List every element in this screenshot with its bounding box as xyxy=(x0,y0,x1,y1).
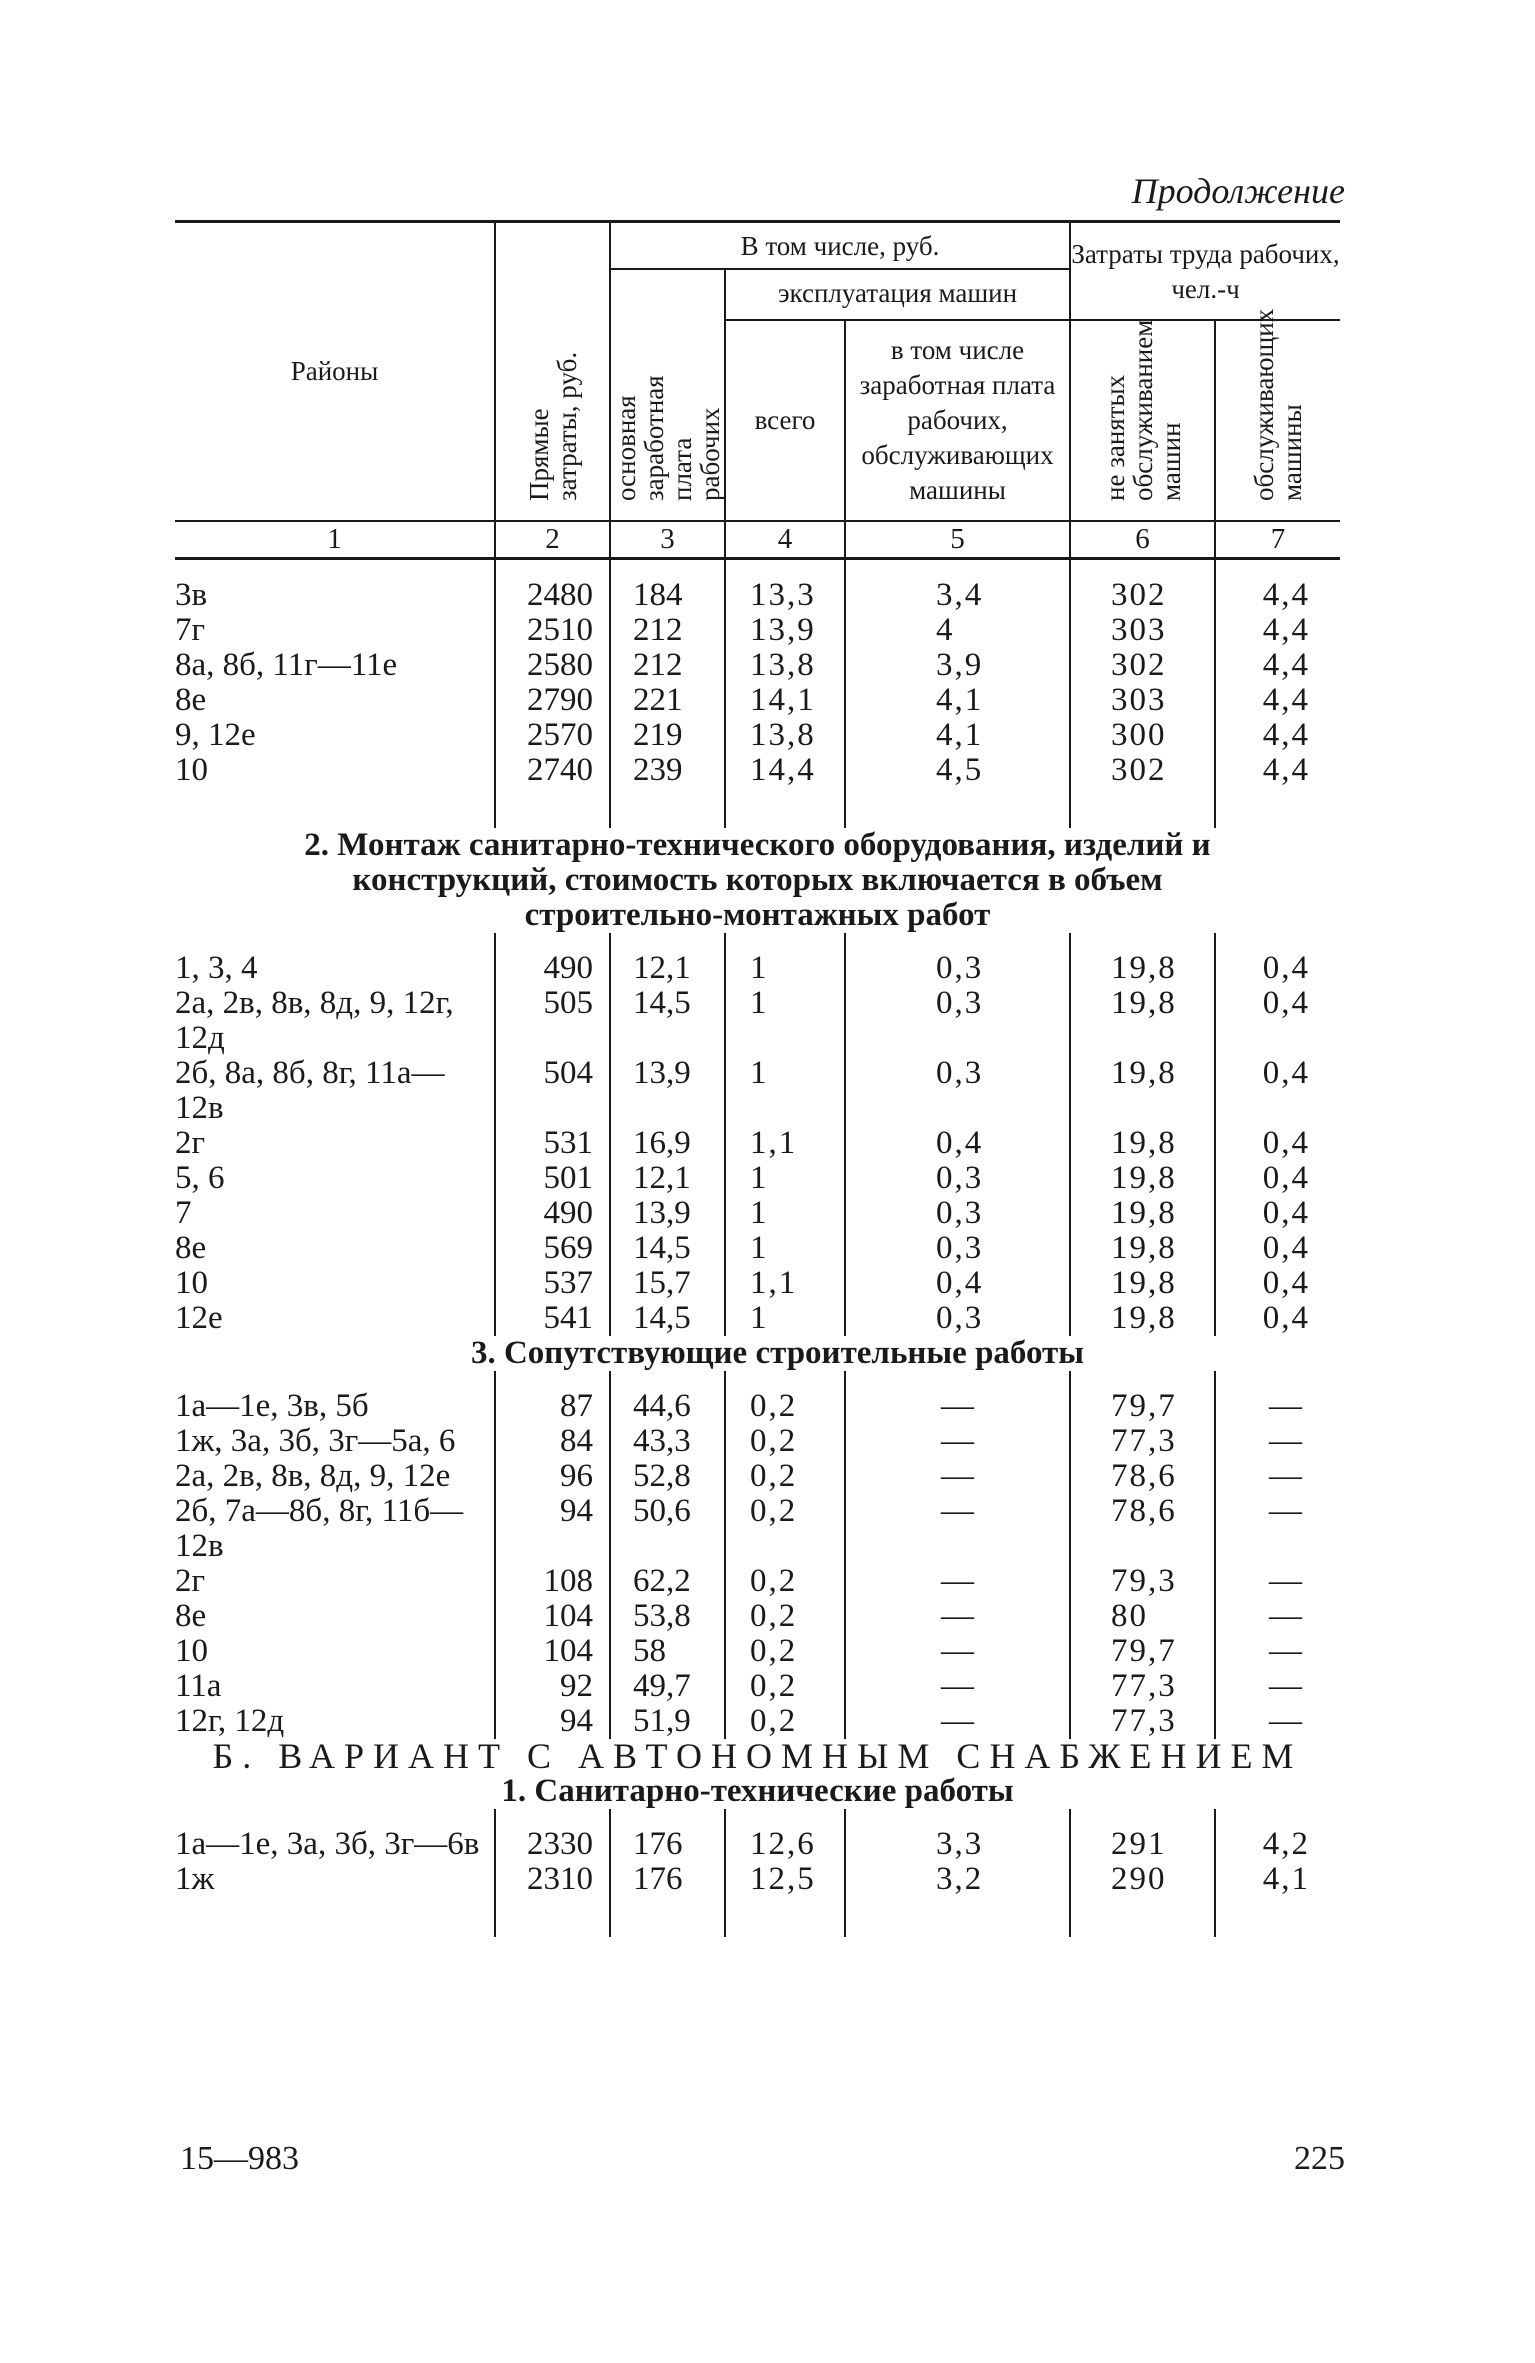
direct-costs-cell: 104 xyxy=(495,1634,610,1669)
table-row xyxy=(175,613,1340,648)
group-1-rows xyxy=(175,559,1340,789)
table-row xyxy=(175,1424,1340,1459)
region-cell: 2б, 8а, 8б, 8г, 11а—12в xyxy=(175,1055,445,1126)
machine-total-cell: 0,2 xyxy=(725,1459,845,1494)
machine-wage-cell: 0,4 xyxy=(845,1266,1070,1301)
header-basic-wage: основная заработная плата рабочих xyxy=(610,269,725,521)
basic-wage-cell: 43,3 xyxy=(610,1424,725,1459)
table-row xyxy=(175,951,1340,986)
region-cell: 5, 6 xyxy=(175,1160,225,1196)
direct-costs-cell: 490 xyxy=(495,1196,610,1231)
machine-total-cell: 0,2 xyxy=(725,1704,845,1739)
machine-wage-cell: 0,3 xyxy=(845,1301,1070,1336)
table-row xyxy=(175,1564,1340,1599)
table-row xyxy=(175,578,1340,613)
basic-wage-cell: 219 xyxy=(610,718,725,753)
direct-costs-cell: 2580 xyxy=(495,648,610,683)
basic-wage-cell: 212 xyxy=(610,613,725,648)
labor-servicing-cell: — xyxy=(1215,1424,1340,1459)
header-total: всего xyxy=(725,320,845,521)
labor-not-servicing-cell: 77,3 xyxy=(1070,1704,1215,1739)
labor-not-servicing-cell: 303 xyxy=(1070,683,1215,718)
col-number: 3 xyxy=(610,521,725,559)
table-row xyxy=(175,1669,1340,1704)
machine-wage-cell: — xyxy=(845,1634,1070,1669)
table-row xyxy=(175,753,1340,788)
cost-table xyxy=(175,220,1340,1937)
labor-not-servicing-cell: 77,3 xyxy=(1070,1424,1215,1459)
basic-wage-cell: 62,2 xyxy=(610,1564,725,1599)
table-row xyxy=(175,1266,1340,1301)
labor-not-servicing-cell: 302 xyxy=(1070,753,1215,788)
basic-wage-cell: 12,1 xyxy=(610,951,725,986)
region-cell: 1, 3, 4 xyxy=(175,950,258,986)
machine-wage-cell: — xyxy=(845,1389,1070,1424)
region-cell: 12г, 12д xyxy=(175,1703,285,1739)
basic-wage-cell: 212 xyxy=(610,648,725,683)
machine-wage-cell: 3,3 xyxy=(845,1827,1070,1862)
machine-total-cell: 13,3 xyxy=(725,578,845,613)
labor-not-servicing-cell: 291 xyxy=(1070,1827,1215,1862)
group-2-rows xyxy=(175,951,1340,1336)
machine-wage-cell: — xyxy=(845,1704,1070,1739)
labor-servicing-cell: — xyxy=(1215,1634,1340,1669)
basic-wage-cell: 52,8 xyxy=(610,1459,725,1494)
machine-total-cell: 0,2 xyxy=(725,1599,845,1634)
machine-wage-cell: — xyxy=(845,1599,1070,1634)
labor-servicing-cell: 4,2 xyxy=(1215,1827,1340,1862)
direct-costs-cell: 2310 xyxy=(495,1862,610,1897)
direct-costs-cell: 2510 xyxy=(495,613,610,648)
machine-wage-cell: 3,4 xyxy=(845,578,1070,613)
col-number: 5 xyxy=(845,521,1070,559)
direct-costs-cell: 531 xyxy=(495,1126,610,1161)
labor-servicing-cell: 4,4 xyxy=(1215,648,1340,683)
basic-wage-cell: 12,1 xyxy=(610,1161,725,1196)
machine-total-cell: 12,5 xyxy=(725,1862,845,1897)
header-machine-operation: эксплуатация машин xyxy=(725,269,1070,320)
machine-total-cell: 0,2 xyxy=(725,1389,845,1424)
col-number: 2 xyxy=(495,521,610,559)
labor-not-servicing-cell: 300 xyxy=(1070,718,1215,753)
machine-wage-cell: 4,5 xyxy=(845,753,1070,788)
machine-total-cell: 0,2 xyxy=(725,1634,845,1669)
labor-not-servicing-cell: 303 xyxy=(1070,613,1215,648)
labor-servicing-cell: 4,4 xyxy=(1215,683,1340,718)
basic-wage-cell: 44,6 xyxy=(610,1389,725,1424)
machine-total-cell: 13,8 xyxy=(725,648,845,683)
labor-servicing-cell: 4,4 xyxy=(1215,578,1340,613)
machine-total-cell: 12,6 xyxy=(725,1827,845,1862)
direct-costs-cell: 490 xyxy=(495,951,610,986)
table-row xyxy=(175,986,1340,1056)
labor-servicing-cell: — xyxy=(1215,1599,1340,1634)
labor-servicing-cell: 0,4 xyxy=(1215,1266,1340,1301)
machine-wage-cell: 4 xyxy=(845,613,1070,648)
continuation-label: Продолжение xyxy=(1131,171,1345,211)
labor-not-servicing-cell: 19,8 xyxy=(1070,1231,1215,1266)
table-row xyxy=(175,718,1340,753)
region-cell: 8е xyxy=(175,1598,207,1634)
machine-wage-cell: 0,3 xyxy=(845,986,1070,1056)
variant-b-heading: Б. ВАРИАНТ С АВТОНОМНЫМ СНАБЖЕНИЕМ xyxy=(212,1736,1303,1776)
header-direct-costs: Прямые затраты, руб. xyxy=(495,223,610,521)
basic-wage-cell: 58 xyxy=(610,1634,725,1669)
table-row xyxy=(175,1389,1340,1424)
labor-servicing-cell: 4,1 xyxy=(1215,1862,1340,1897)
section-b1-title: 1. Санитарно-технические работы xyxy=(501,1773,1014,1809)
table-row xyxy=(175,648,1340,683)
region-cell: 8е xyxy=(175,682,207,718)
machine-total-cell: 1 xyxy=(725,951,845,986)
region-cell: 1а—1е, 3в, 5б xyxy=(175,1388,369,1424)
page-number: 225 xyxy=(1294,2140,1345,2177)
machine-total-cell: 1,1 xyxy=(725,1266,845,1301)
labor-not-servicing-cell: 79,7 xyxy=(1070,1389,1215,1424)
col-number: 4 xyxy=(725,521,845,559)
direct-costs-cell: 2330 xyxy=(495,1827,610,1862)
machine-total-cell: 1 xyxy=(725,1301,845,1336)
labor-not-servicing-cell: 80 xyxy=(1070,1599,1215,1634)
labor-not-servicing-cell: 302 xyxy=(1070,648,1215,683)
section-3-title: 3. Сопутствующие строительные работы xyxy=(470,1335,1085,1371)
basic-wage-cell: 221 xyxy=(610,683,725,718)
direct-costs-cell: 87 xyxy=(495,1389,610,1424)
direct-costs-cell: 569 xyxy=(495,1231,610,1266)
region-cell: 8а, 8б, 11г—11е xyxy=(175,647,398,683)
direct-costs-cell: 108 xyxy=(495,1564,610,1599)
direct-costs-cell: 92 xyxy=(495,1669,610,1704)
labor-servicing-cell: 0,4 xyxy=(1215,1196,1340,1231)
labor-servicing-cell: 0,4 xyxy=(1215,1301,1340,1336)
basic-wage-cell: 14,5 xyxy=(610,1231,725,1266)
table-row xyxy=(175,1459,1340,1494)
machine-wage-cell: 3,9 xyxy=(845,648,1070,683)
header-servicing: обслуживающих машины xyxy=(1215,320,1340,521)
table-row xyxy=(175,1862,1340,1897)
machine-total-cell: 13,8 xyxy=(725,718,845,753)
col-number: 7 xyxy=(1215,521,1340,559)
table-row xyxy=(175,1704,1340,1739)
region-cell: 2а, 2в, 8в, 8д, 9, 12е xyxy=(175,1458,451,1494)
machine-wage-cell: — xyxy=(845,1459,1070,1494)
region-cell: 8е xyxy=(175,1230,207,1266)
machine-wage-cell: 0,3 xyxy=(845,1056,1070,1126)
basic-wage-cell: 239 xyxy=(610,753,725,788)
basic-wage-cell: 51,9 xyxy=(610,1704,725,1739)
direct-costs-cell: 537 xyxy=(495,1266,610,1301)
labor-not-servicing-cell: 19,8 xyxy=(1070,1301,1215,1336)
direct-costs-cell: 2480 xyxy=(495,578,610,613)
labor-not-servicing-cell: 19,8 xyxy=(1070,1161,1215,1196)
machine-wage-cell: 3,2 xyxy=(845,1862,1070,1897)
basic-wage-cell: 176 xyxy=(610,1862,725,1897)
table-row xyxy=(175,683,1340,718)
region-cell: 9, 12е xyxy=(175,717,256,753)
labor-not-servicing-cell: 290 xyxy=(1070,1862,1215,1897)
labor-not-servicing-cell: 78,6 xyxy=(1070,1494,1215,1564)
labor-not-servicing-cell: 77,3 xyxy=(1070,1669,1215,1704)
basic-wage-cell: 176 xyxy=(610,1827,725,1862)
labor-not-servicing-cell: 79,7 xyxy=(1070,1634,1215,1669)
region-cell: 2г xyxy=(175,1125,206,1161)
direct-costs-cell: 104 xyxy=(495,1599,610,1634)
labor-servicing-cell: 4,4 xyxy=(1215,753,1340,788)
machine-total-cell: 0,2 xyxy=(725,1424,845,1459)
direct-costs-cell: 84 xyxy=(495,1424,610,1459)
region-cell: 11а xyxy=(175,1668,222,1704)
machine-total-cell: 1 xyxy=(725,1161,845,1196)
direct-costs-cell: 2570 xyxy=(495,718,610,753)
table-row xyxy=(175,1196,1340,1231)
machine-wage-cell: 0,3 xyxy=(845,1161,1070,1196)
header-incl-wage: в том числе заработная плата рабочих, обслуживающих машины xyxy=(845,320,1070,521)
section-2-title: 2. Монтаж санитарно-технического оборудования, изделий и конструкций, стоимость которых включается в объем строительно-монтажных работ xyxy=(304,827,1211,933)
labor-not-servicing-cell: 19,8 xyxy=(1070,1126,1215,1161)
basic-wage-cell: 14,5 xyxy=(610,986,725,1056)
labor-servicing-cell: — xyxy=(1215,1459,1340,1494)
region-cell: 10 xyxy=(175,752,208,788)
basic-wage-cell: 184 xyxy=(610,578,725,613)
region-cell: 1ж, 3а, 3б, 3г—5а, 6 xyxy=(175,1423,456,1459)
machine-total-cell: 14,1 xyxy=(725,683,845,718)
header-labor: Затраты труда рабочих, чел.-ч xyxy=(1070,223,1340,320)
table-row xyxy=(175,1161,1340,1196)
labor-servicing-cell: 4,4 xyxy=(1215,613,1340,648)
labor-servicing-cell: — xyxy=(1215,1669,1340,1704)
region-cell: 2б, 7а—8б, 8г, 11б—12в xyxy=(175,1493,464,1564)
labor-servicing-cell: 0,4 xyxy=(1215,986,1340,1056)
machine-wage-cell: — xyxy=(845,1564,1070,1599)
region-cell: 7г xyxy=(175,612,206,648)
table-row xyxy=(175,1126,1340,1161)
machine-total-cell: 1 xyxy=(725,1056,845,1126)
machine-total-cell: 1 xyxy=(725,1231,845,1266)
labor-not-servicing-cell: 19,8 xyxy=(1070,1266,1215,1301)
table-row xyxy=(175,1301,1340,1336)
direct-costs-cell: 501 xyxy=(495,1161,610,1196)
direct-costs-cell: 94 xyxy=(495,1494,610,1564)
machine-wage-cell: 0,3 xyxy=(845,951,1070,986)
machine-total-cell: 13,9 xyxy=(725,613,845,648)
basic-wage-cell: 14,5 xyxy=(610,1301,725,1336)
basic-wage-cell: 15,7 xyxy=(610,1266,725,1301)
table-row xyxy=(175,1056,1340,1126)
table-row xyxy=(175,1231,1340,1266)
region-cell: 10 xyxy=(175,1633,208,1669)
basic-wage-cell: 16,9 xyxy=(610,1126,725,1161)
labor-not-servicing-cell: 302 xyxy=(1070,578,1215,613)
labor-servicing-cell: — xyxy=(1215,1494,1340,1564)
basic-wage-cell: 53,8 xyxy=(610,1599,725,1634)
labor-servicing-cell: 0,4 xyxy=(1215,1231,1340,1266)
labor-servicing-cell: 0,4 xyxy=(1215,1161,1340,1196)
direct-costs-cell: 94 xyxy=(495,1704,610,1739)
machine-total-cell: 1 xyxy=(725,986,845,1056)
labor-servicing-cell: 0,4 xyxy=(1215,1056,1340,1126)
labor-servicing-cell: 4,4 xyxy=(1215,718,1340,753)
machine-wage-cell: 0,3 xyxy=(845,1231,1070,1266)
group-3-rows xyxy=(175,1389,1340,1739)
col-number: 6 xyxy=(1070,521,1215,559)
printer-signature: 15—983 xyxy=(180,2140,299,2177)
header-not-servicing: не занятых обслуживанием машин xyxy=(1070,320,1215,521)
group-4-rows xyxy=(175,1827,1340,1897)
machine-wage-cell: 4,1 xyxy=(845,683,1070,718)
machine-total-cell: 1 xyxy=(725,1196,845,1231)
region-cell: 12е xyxy=(175,1300,223,1336)
machine-total-cell: 0,2 xyxy=(725,1564,845,1599)
direct-costs-cell: 2740 xyxy=(495,753,610,788)
header-including: В том числе, руб. xyxy=(610,223,1070,269)
labor-servicing-cell: 0,4 xyxy=(1215,951,1340,986)
direct-costs-cell: 96 xyxy=(495,1459,610,1494)
machine-total-cell: 14,4 xyxy=(725,753,845,788)
labor-not-servicing-cell: 19,8 xyxy=(1070,951,1215,986)
machine-total-cell: 1,1 xyxy=(725,1126,845,1161)
region-cell: 1ж xyxy=(175,1861,215,1897)
region-cell: 3в xyxy=(175,577,208,613)
direct-costs-cell: 504 xyxy=(495,1056,610,1126)
labor-not-servicing-cell: 79,3 xyxy=(1070,1564,1215,1599)
machine-wage-cell: — xyxy=(845,1669,1070,1704)
basic-wage-cell: 13,9 xyxy=(610,1196,725,1231)
table-row xyxy=(175,1827,1340,1862)
machine-wage-cell: — xyxy=(845,1424,1070,1459)
direct-costs-cell: 541 xyxy=(495,1301,610,1336)
labor-servicing-cell: 0,4 xyxy=(1215,1126,1340,1161)
machine-wage-cell: 0,4 xyxy=(845,1126,1070,1161)
labor-servicing-cell: — xyxy=(1215,1704,1340,1739)
table-row xyxy=(175,1494,1340,1564)
table-row xyxy=(175,1599,1340,1634)
region-cell: 1а—1е, 3а, 3б, 3г—6в xyxy=(175,1826,480,1862)
machine-wage-cell: 4,1 xyxy=(845,718,1070,753)
machine-wage-cell: 0,3 xyxy=(845,1196,1070,1231)
region-cell: 2г xyxy=(175,1563,206,1599)
labor-not-servicing-cell: 19,8 xyxy=(1070,1196,1215,1231)
machine-total-cell: 0,2 xyxy=(725,1669,845,1704)
labor-not-servicing-cell: 78,6 xyxy=(1070,1459,1215,1494)
region-cell: 7 xyxy=(175,1195,192,1231)
direct-costs-cell: 505 xyxy=(495,986,610,1056)
labor-servicing-cell: — xyxy=(1215,1564,1340,1599)
header-regions: Районы xyxy=(290,356,379,386)
machine-total-cell: 0,2 xyxy=(725,1494,845,1564)
table-row xyxy=(175,1634,1340,1669)
direct-costs-cell: 2790 xyxy=(495,683,610,718)
region-cell: 10 xyxy=(175,1265,208,1301)
region-cell: 2а, 2в, 8в, 8д, 9, 12г, 12д xyxy=(175,985,454,1056)
column-number-row xyxy=(175,521,1340,559)
basic-wage-cell: 13,9 xyxy=(610,1056,725,1126)
basic-wage-cell: 49,7 xyxy=(610,1669,725,1704)
basic-wage-cell: 50,6 xyxy=(610,1494,725,1564)
labor-not-servicing-cell: 19,8 xyxy=(1070,986,1215,1056)
labor-not-servicing-cell: 19,8 xyxy=(1070,1056,1215,1126)
col-number: 1 xyxy=(175,521,495,559)
machine-wage-cell: — xyxy=(845,1494,1070,1564)
labor-servicing-cell: — xyxy=(1215,1389,1340,1424)
